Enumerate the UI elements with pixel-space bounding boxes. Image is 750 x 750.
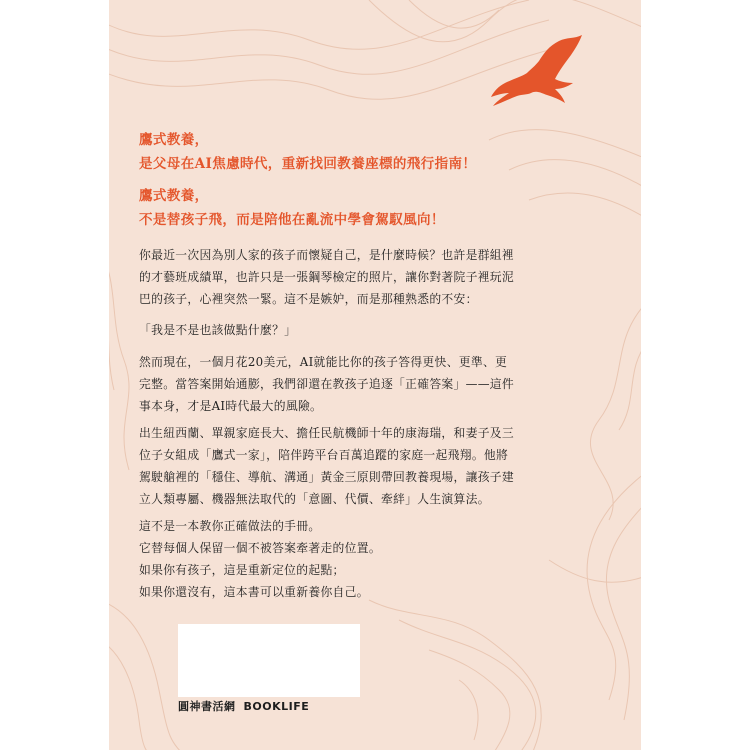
paragraph-line: 然而現在，一個月花20美元，AI就能比你的孩子答得更快、更準、更 <box>139 355 508 369</box>
paragraph-ai-risk <box>139 351 609 417</box>
tagline-2-line-2: 不是替孩子飛，而是陪他在亂流中學會駕馭風向！ <box>139 212 445 228</box>
tagline-2-line-1: 鷹式教養， <box>139 188 209 204</box>
paragraph-line: 出生紐西蘭、單親家庭長大、擔任民航機師十年的康海瑞，和妻子及三 <box>139 426 515 440</box>
tagline-2 <box>139 184 445 232</box>
publisher-logo <box>178 698 309 714</box>
barcode-placeholder-box <box>178 624 360 697</box>
paragraph-line: 位子女組成「鷹式一家」，陪伴跨平台百萬追蹤的家庭一起飛翔。他將 <box>139 448 509 462</box>
paragraph-line: 駕駛艙裡的「穩住、導航、溝通」黃金三原則帶回教養現場，讓孩子建 <box>139 470 515 484</box>
publisher-brand: BOOKLIFE <box>243 700 310 713</box>
eagle-silhouette-icon <box>489 33 584 108</box>
tagline-1-line-2: 是父母在AI焦慮時代，重新找回教養座標的飛行指南！ <box>139 156 477 172</box>
paragraph-line: 的才藝班成績單，也許只是一張鋼琴檢定的照片，讓你對著院子裡玩泥 <box>139 270 515 284</box>
paragraph-line: 你最近一次因為別人家的孩子而懷疑自己，是什麼時候？也許是群組裡 <box>139 248 515 262</box>
publisher-name: 圓神書活網 <box>178 700 236 713</box>
paragraph-line: 它替每個人保留一個不被答案牽著走的位置。 <box>139 541 381 555</box>
paragraph-line: 完整。當答案開始通膨，我們卻還在教孩子追逐「正確答案」——這件 <box>139 377 515 391</box>
paragraph-line: 如果你有孩子，這是重新定位的起點； <box>139 563 345 577</box>
paragraph-line: 這不是一本教你正確做法的手冊。 <box>139 519 321 533</box>
quote-text: 「我是不是也該做點什麼？」 <box>139 323 297 337</box>
paragraph-closing <box>139 515 609 603</box>
paragraph-author-bio <box>139 422 609 510</box>
paragraph-intro <box>139 244 609 310</box>
book-back-cover <box>109 0 641 750</box>
paragraph-line: 立人類專屬、機器無法取代的「意圖、代價、牽絆」人生演算法。 <box>139 492 490 506</box>
paragraph-line: 巴的孩子，心裡突然一緊。這不是嫉妒，而是那種熟悉的不安： <box>139 292 478 306</box>
tagline-1-line-1: 鷹式教養， <box>139 132 209 148</box>
tagline-1 <box>139 128 476 176</box>
quote-line <box>139 319 609 341</box>
paragraph-line: 如果你還沒有，這本書可以重新養你自己。 <box>139 585 369 599</box>
paragraph-line: 事本身，才是AI時代最大的風險。 <box>139 399 323 413</box>
